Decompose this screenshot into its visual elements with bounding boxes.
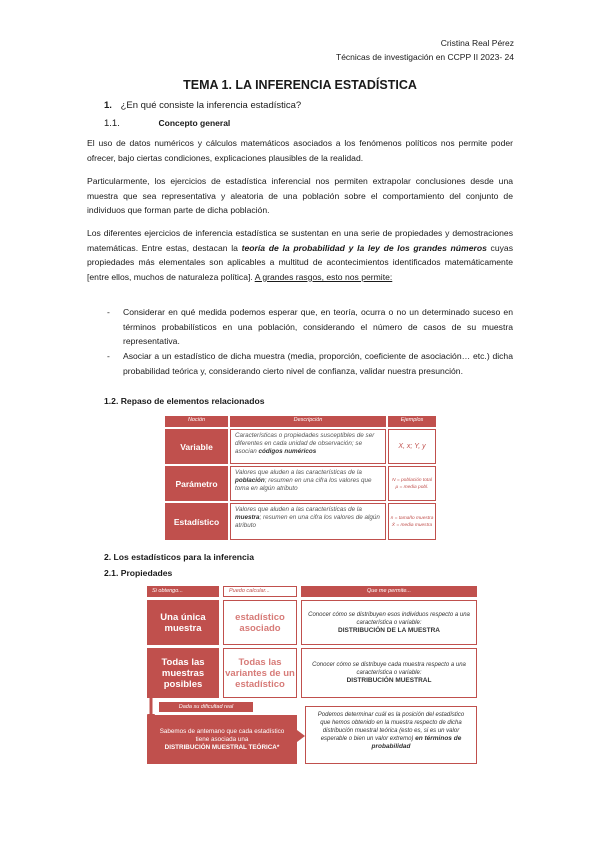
list-item	[87, 305, 513, 349]
row-example: n = tamaño muestra X̄ = media muestra	[388, 503, 436, 540]
row-name: Variable	[165, 429, 228, 464]
subsection-1-1-title: Concepto general	[158, 118, 231, 128]
row-description-end: ; resumen en una cifra los valores que toma en algún atributo	[235, 477, 372, 492]
page-title: TEMA 1. LA INFERENCIA ESTADÍSTICA	[183, 78, 417, 92]
row-description-text: Valores que aluden a las características de la	[235, 506, 362, 513]
paragraph-3-part-a: Los diferentes ejercicios de inferencia estadística se sustentan en una serie de propiedades y demostraciones matemáticas. Entre estas, destacan la	[87, 228, 513, 253]
section-1-heading	[104, 100, 301, 111]
paragraph-1: El uso de datos numéricos y cálculos matemáticos asociados a los fenómenos políticos nos permite poder ofrecer, bajo ciertas condiciones, explicaciones plausibles de la realidad.	[87, 138, 513, 163]
difficulty-note: Dada su dificultad real	[159, 702, 253, 712]
related-elements-table	[165, 416, 436, 540]
paragraph-3-part-c: cuyas propiedades más elementales son aplicables a multitud de acontecimientos identificados matemáticamente [entre ellos, muchos de naturaleza política].	[87, 242, 514, 282]
document-header	[336, 36, 514, 64]
row-description	[230, 466, 386, 501]
course-name: Técnicas de investigación en CCPP II 2023- 24	[336, 52, 514, 62]
subsection-1-2-heading: 1.2. Repaso de elementos relacionados	[104, 396, 265, 406]
probability-position-box	[305, 706, 477, 764]
sample-distribution-text: Conocer cómo se distribuyen esos individuos respecto a una característica o variable:	[308, 611, 470, 626]
section-2-heading: 2. Los estadísticos para la inferencia	[104, 552, 254, 562]
bullet-1-text: Considerar en qué medida podemos esperar que, en teoría, ocurra o no un determinado suceso en términos probabilísticos en una población, considerando el número de casos de su muestra representativa.	[123, 307, 513, 347]
author-name: Cristina Real Pérez	[440, 38, 514, 48]
all-variants-box: Todas las variantes de un estadístico	[223, 648, 297, 698]
table-header-description: Descripción	[230, 416, 386, 427]
subsection-2-1-heading: 2.1. Propiedades	[104, 568, 173, 578]
diagram-header-calculate: Puedo calcular...	[223, 586, 297, 597]
probability-position-text: Podemos determinar cuál es la posición del estadístico que hemos obtenido en la muestra respecto de dicha distribución muestral teórica (esto es, si es un valor esperable o bien un valor extremo)	[317, 712, 465, 742]
table-row	[165, 503, 436, 540]
row-description-bold: muestra	[235, 514, 260, 521]
sample-distribution-label: DISTRIBUCIÓN DE LA MUESTRA	[338, 626, 440, 634]
row-name: Estadístico	[165, 503, 228, 540]
sampling-distribution-text: Conocer cómo se distribuye cada muestra respecto a una característica o variable:	[312, 662, 466, 676]
right-arrow-icon	[297, 730, 305, 742]
row-description	[230, 429, 386, 464]
sampling-distribution-label: DISTRIBUCIÓN MUESTRAL	[346, 677, 432, 684]
table-row	[165, 466, 436, 501]
section-1-title: ¿En qué consiste la inferencia estadística?	[120, 100, 302, 111]
theoretical-distribution-text: Sabemos de antemano que cada estadístico tiene asociada una	[159, 727, 285, 743]
bullet-dash: -	[107, 307, 110, 317]
table-header-notion: Noción	[165, 416, 228, 427]
subsection-1-1-number: 1.1.	[104, 118, 120, 129]
row-description-bold: población	[235, 477, 265, 484]
table-header-examples: Ejemplos	[388, 416, 436, 427]
list-item	[87, 349, 513, 378]
paragraph-3-emphasis: teoría de la probabilidad y la ley de los grandes números	[241, 242, 487, 253]
sample-distribution-box	[301, 600, 477, 645]
theoretical-distribution-label: DISTRIBUCIÓN MUESTRAL TEÓRICA*	[164, 743, 280, 751]
associated-statistic-box: estadístico asociado	[223, 600, 297, 645]
paragraph-2: Particularmente, los ejercicios de estadística inferencial nos permiten extrapolar conclusiones desde una muestra que sea representativa y aleatoria de una población sobre el comportamiento del conjunto de individuos que forman parte de dicha población.	[87, 176, 513, 216]
bullet-dash: -	[107, 351, 110, 361]
diagram-header-obtain: Si obtengo...	[147, 586, 219, 597]
section-1-number: 1.	[104, 100, 112, 111]
table-header-row	[165, 416, 436, 427]
row-description-bold: códigos numéricos	[258, 448, 317, 455]
row-example: N = población total μ = media pobl.	[388, 466, 436, 501]
diagram-header-allows: Que me permite...	[301, 586, 477, 597]
all-samples-box: Todas las muestras posibles	[147, 648, 219, 698]
paragraph-3-underlined: A grandes rasgos, esto nos permite:	[254, 271, 393, 282]
row-description-text: Valores que aluden a las características de la	[235, 469, 362, 476]
row-description	[230, 503, 386, 540]
single-sample-box: Una única muestra	[147, 600, 219, 645]
row-example: X, x; Y, y	[388, 429, 436, 464]
subsection-1-1-heading	[104, 118, 230, 129]
paragraph-3	[87, 226, 513, 284]
bullet-2-text: Asociar a un estadístico de dicha muestra (media, proporción, coeficiente de asociación… etc.) dicha probabilidad teórica y, considerando cierto nivel de confianza, validar nuestra presunción.	[123, 351, 513, 376]
table-row	[165, 429, 436, 464]
probability-position-emphasis: en términos de probabilidad	[371, 735, 462, 750]
theoretical-distribution-box	[147, 715, 297, 764]
row-description-text: Características o propiedades susceptibles de ser diferentes en cada unidad de observación; se asocian	[235, 432, 375, 455]
sampling-distribution-box	[301, 648, 477, 698]
statistics-properties-diagram	[147, 586, 477, 764]
row-name: Parámetro	[165, 466, 228, 501]
row-description-end: ; resumen en una cifra los valores de algún atributo	[235, 514, 380, 529]
